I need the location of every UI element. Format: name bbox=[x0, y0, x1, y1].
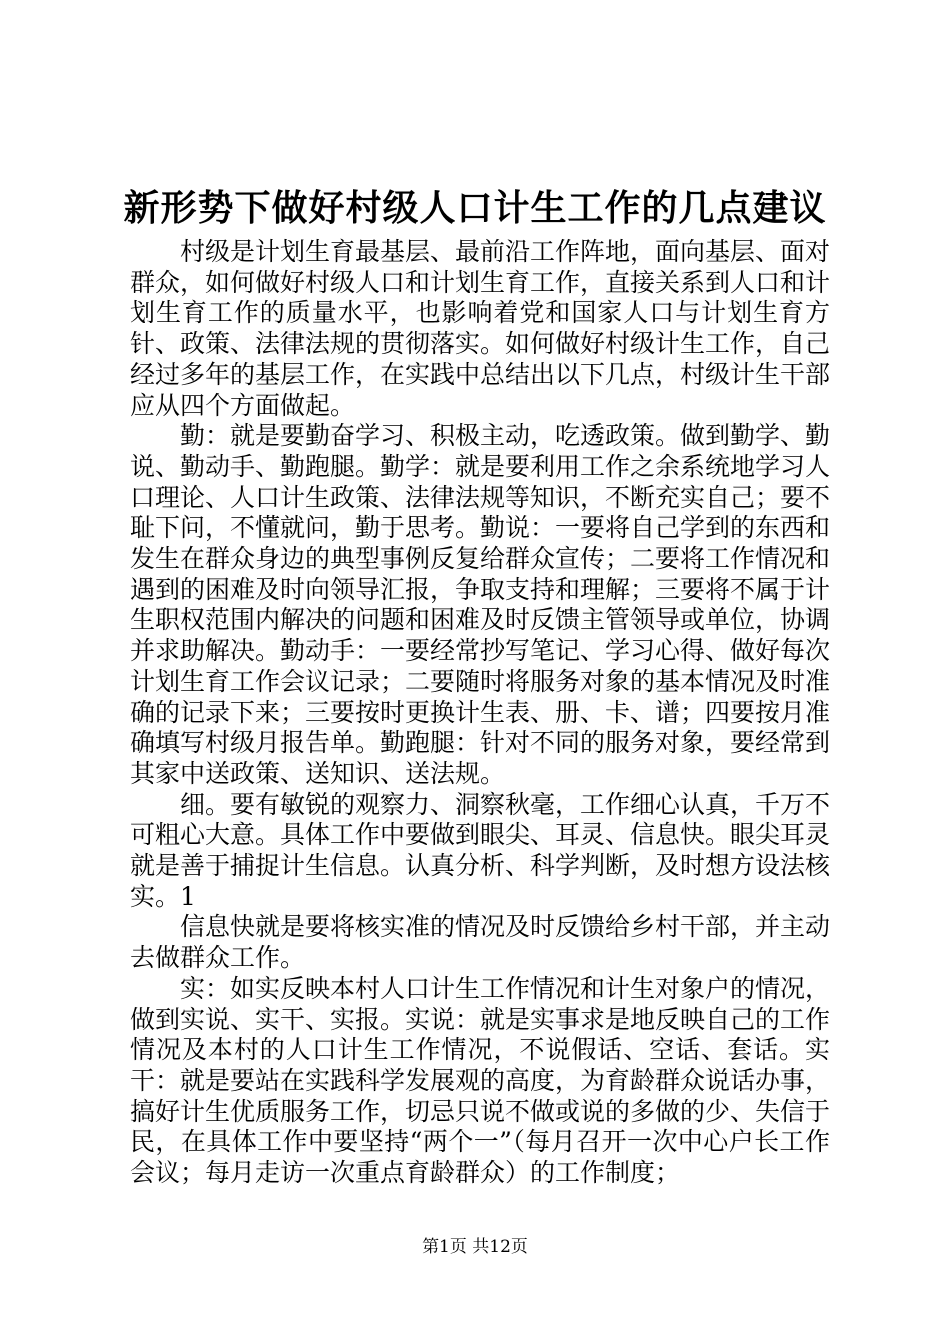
paragraph-xi: 细。要有敏锐的观察力、洞察秋毫，工作细心认真，千万不可粗心大意。具体工作中要做到眼尖、耳灵、信息快。眼尖耳灵就是善于捕捉计生信息。认真分析、科学判断，及时想方设法核实。1 bbox=[130, 789, 831, 911]
paragraph-shi: 实：如实反映本村人口计生工作情况和计生对象户的情况，做到实说、实干、实报。实说：就是实事求是地反映自己的工作情况及本村的人口计生工作情况，不说假话、空话、套话。实干：就是要站在实践科学发展观的高度，为育龄群众说话办事，搞好计生优质服务工作，切忌只说不做或说的多做的少、失信于民，在具体工作中要坚持“两个一”（每月召开一次中心户长工作会议；每月走访一次重点育龄群众）的工作制度； bbox=[130, 973, 831, 1188]
document-title: 新形势下做好村级人口计生工作的几点建议 bbox=[123, 187, 827, 229]
paragraph-intro: 村级是计划生育最基层、最前沿工作阵地，面向基层、面对群众，如何做好村级人口和计划生育工作，直接关系到人口和计划生育工作的质量水平，也影响着党和国家人口与计划生育方针、政策、法律法规的贯彻落实。如何做好村级计生工作，自己经过多年的基层工作，在实践中总结出以下几点，村级计生干部应从四个方面做起。 bbox=[130, 237, 831, 420]
document-body bbox=[130, 237, 830, 1189]
paragraph-qin: 勤：就是要勤奋学习、积极主动，吃透政策。做到勤学、勤说、勤动手、勤跑腿。勤学：就是要利用工作之余系统地学习人口理论、人口计生政策、法律法规等知识，不断充实自己；要不耻下问，不懂就问，勤于思考。勤说：一要将自己学到的东西和发生在群众身边的典型事例反复给群众宣传；二要将工作情况和遇到的困难及时向领导汇报，争取支持和理解；三要将不属于计生职权范围内解决的问题和困难及时反馈主管领导或单位，协调并求助解决。勤动手：一要经常抄写笔记、学习心得、做好每次计划生育工作会议记录；二要随时将服务对象的基本情况及时准确的记录下来；三要按时更换计生表、册、卡、谱；四要按月准确填写村级月报告单。勤跑腿：针对不同的服务对象，要经常到其家中送政策、送知识、送法规。 bbox=[130, 421, 831, 788]
page-footer: 第1页 共12页 bbox=[422, 1237, 528, 1257]
paragraph-xinxi: 信息快就是要将核实准的情况及时反馈给乡村干部，并主动去做群众工作。 bbox=[130, 912, 831, 973]
